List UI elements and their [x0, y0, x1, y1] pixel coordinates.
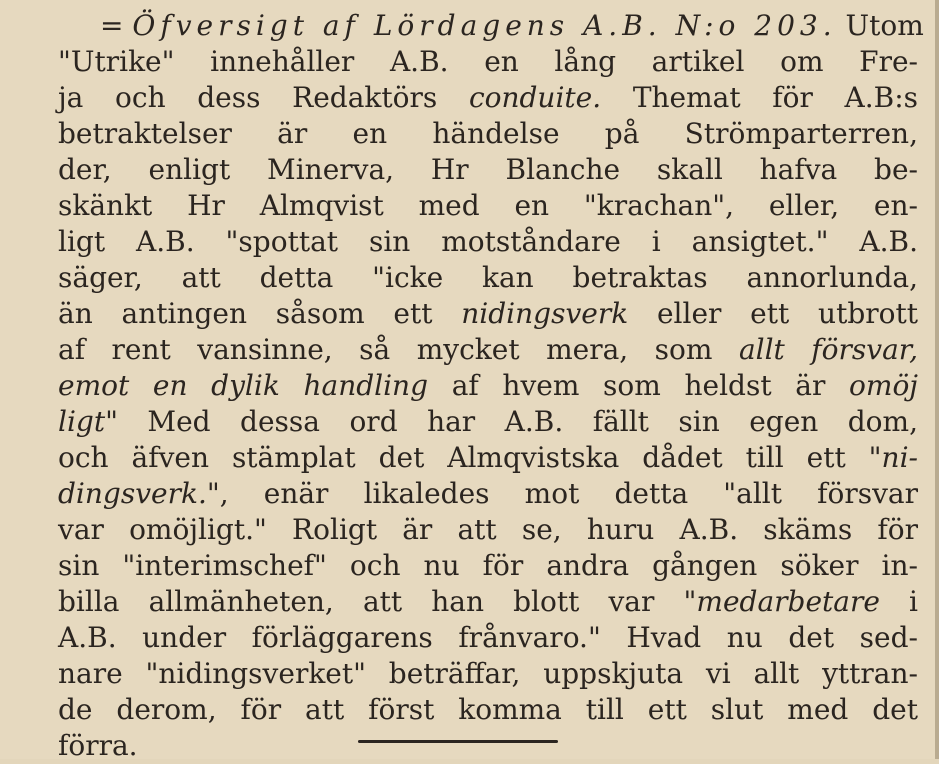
heading-tail: Utom — [845, 9, 924, 42]
article-line: betraktelser är en händelse på Strömparterren, — [58, 117, 918, 150]
article-line: A.B. under förläggarens frånvaro." Hvad nu det sed- — [58, 621, 918, 654]
line-italic: omöj — [849, 369, 918, 402]
article-line — [58, 332, 918, 368]
article-line: nare "nidingsverket" beträffar, uppskjuta vi allt yttran- — [58, 657, 918, 690]
article-line — [58, 296, 918, 332]
article-line — [58, 368, 918, 404]
line-text: af rent vansinne, så mycket mera, som — [58, 333, 713, 366]
line-italic: allt försvar, — [738, 333, 918, 366]
line-text: i — [909, 585, 919, 618]
line-text: Themat för A.B:s — [632, 81, 919, 114]
article-line: sin "interimschef" och nu för andra gången söker in- — [58, 549, 918, 582]
article-line: de derom, för att först komma till ett slut med det — [58, 693, 918, 726]
line-italic: dingsverk." — [58, 477, 220, 510]
section-divider-rule — [358, 740, 558, 743]
article-line — [58, 80, 918, 116]
line-text: " Med dessa ord har A.B. fällt sin egen dom, — [105, 405, 918, 438]
line-text: billa allmänheten, att han blott var — [58, 585, 655, 618]
line-italic: "ni- — [868, 441, 918, 474]
line-text: af hvem som heldst är — [451, 369, 826, 402]
line-italic: emot en dylik handling — [58, 369, 429, 402]
article-heading: Öfversigt af Lördagens A.B. N:o 203. — [132, 9, 837, 42]
line-italic: conduite. — [468, 81, 602, 114]
article-line: "Utrike" innehåller A.B. en lång artikel om Fre- — [58, 45, 918, 78]
article-line — [58, 476, 918, 512]
article-line: var omöjligt." Roligt är att se, huru A.B. skäms för — [58, 513, 918, 546]
section-dash: = — [100, 9, 124, 42]
article-line — [58, 440, 918, 476]
article-line: säger, att detta "icke kan betraktas annorlunda, — [58, 261, 918, 294]
article-line: der, enligt Minerva, Hr Blanche skall hafva be- — [58, 153, 918, 186]
line-text: än antingen såsom ett — [58, 297, 433, 330]
line-text: , enär likaledes mot detta "allt försvar — [219, 477, 918, 510]
article-text — [58, 8, 924, 764]
line-italic: nidingsverk — [461, 297, 629, 330]
article-line: förra. — [58, 729, 138, 762]
line-text: eller ett utbrott — [656, 297, 918, 330]
article-line: ligt A.B. "spottat sin motståndare i ansigtet." A.B. — [58, 225, 918, 258]
line-italic: ligt — [58, 405, 106, 438]
page-edge — [935, 0, 939, 759]
article-line — [58, 584, 918, 620]
article-line: skänkt Hr Almqvist med en "krachan", eller, en- — [58, 189, 918, 222]
article-line — [58, 8, 924, 44]
line-italic: "medarbetare — [683, 585, 880, 618]
article-line — [58, 404, 918, 440]
line-text: ja och dess Redaktörs — [58, 81, 438, 114]
line-text: och äfven stämplat det Almqvistska dådet till ett — [58, 441, 846, 474]
